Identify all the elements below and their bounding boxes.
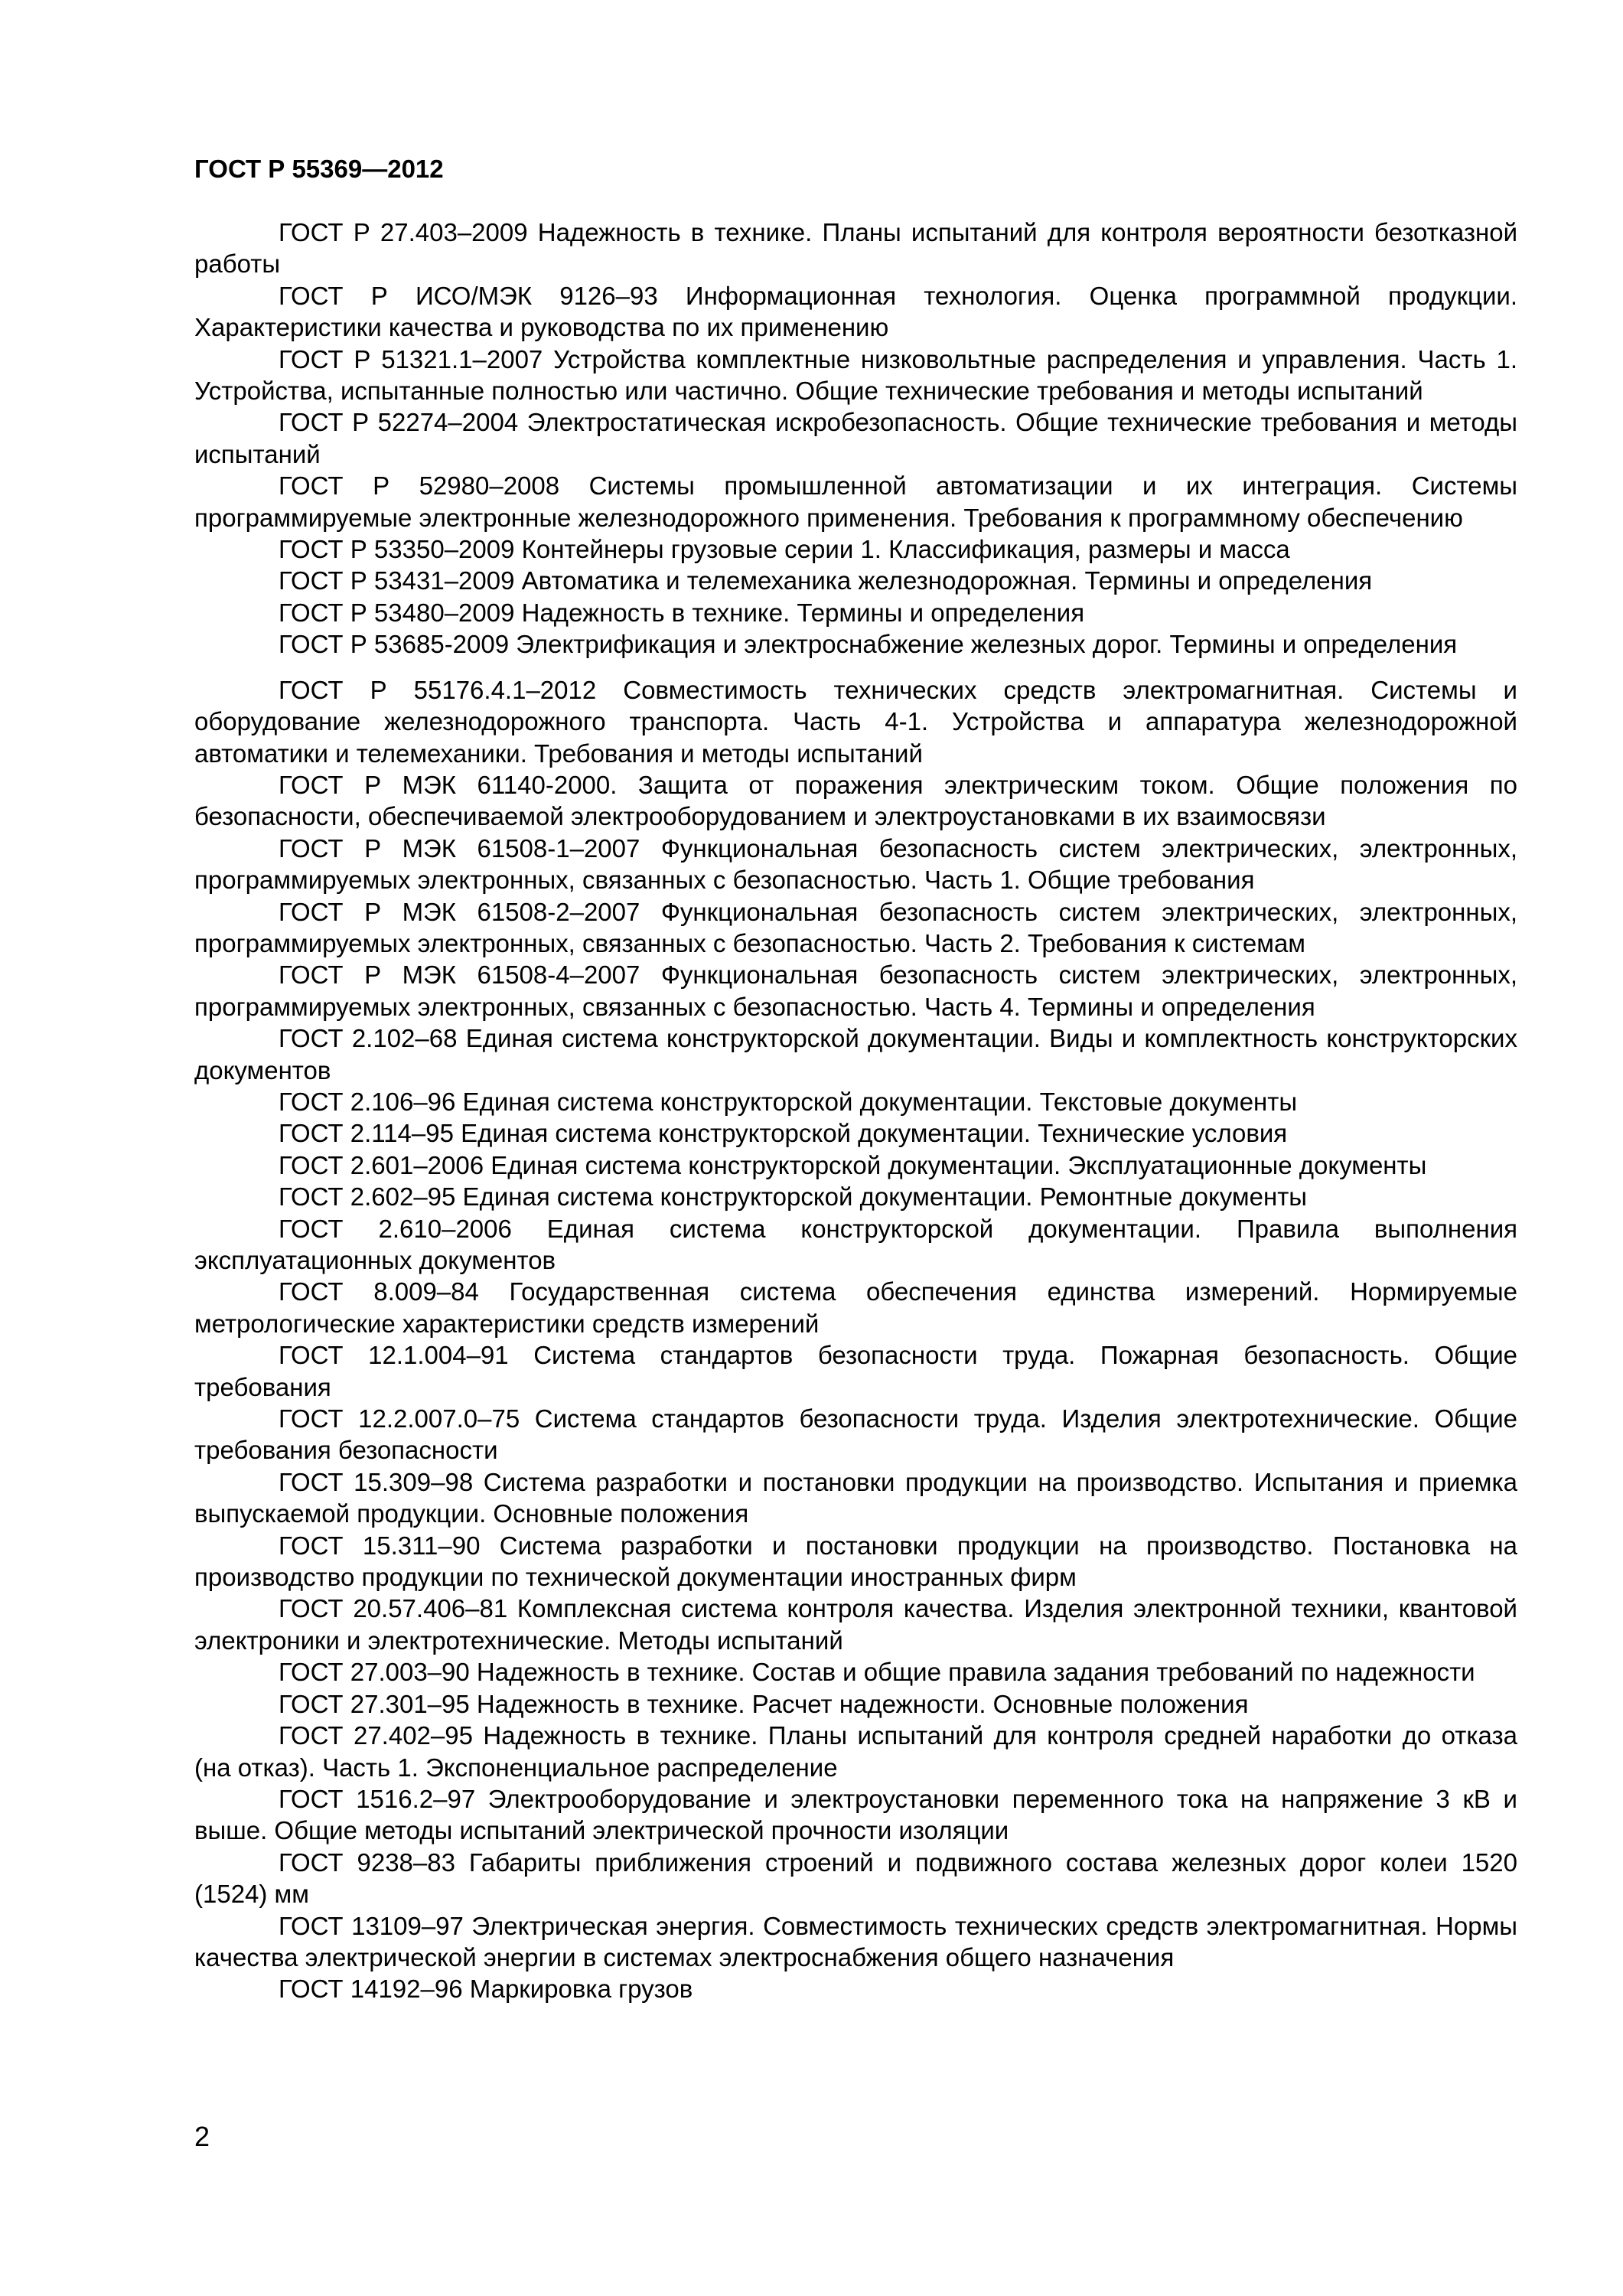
reference-item: ГОСТ Р МЭК 61508-1–2007 Функциональная безопасность систем электрических, электронных, программируемых электронных, связанных с безопасностью. Часть 1. Общие требования	[194, 833, 1517, 895]
reference-item: ГОСТ Р 27.403–2009 Надежность в технике. Планы испытаний для контроля вероятности безотказной работы	[194, 218, 1517, 279]
reference-item: ГОСТ 1516.2–97 Электрооборудование и электроустановки переменного тока на напряжение 3 кВ и выше. Общие методы испытаний электрической прочности изоляции	[194, 1784, 1517, 1845]
reference-item: ГОСТ 2.102–68 Единая система конструкторской документации. Виды и комплектность конструкторских документов	[194, 1024, 1517, 1084]
reference-item: ГОСТ Р 52980–2008 Системы промышленной автоматизации и их интеграция. Системы программируемые электронные железнодорожного применения. Требования к программному обеспечению	[194, 471, 1517, 532]
page-number: 2	[194, 2121, 210, 2152]
reference-item: ГОСТ 15.311–90 Система разработки и постановки продукции на производство. Постановка на производство продукции по технической документации иностранных фирм	[194, 1531, 1517, 1592]
reference-item: ГОСТ 13109–97 Электрическая энергия. Совместимость технических средств электромагнитная. Нормы качества электрической энергии в системах электроснабжения общего назначения	[194, 1911, 1517, 1971]
reference-item: ГОСТ Р 51321.1–2007 Устройства комплектные низковольтные распределения и управления. Часть 1. Устройства, испытанные полностью или частично. Общие технические требования и методы испытаний	[194, 344, 1517, 406]
document-header-title: ГОСТ Р 55369—2012	[194, 155, 444, 183]
normative-references-list	[194, 217, 1517, 2005]
reference-item: ГОСТ Р МЭК 61508-2–2007 Функциональная безопасность систем электрических, электронных, программируемых электронных, связанных с безопасностью. Часть 2. Требования к системам	[194, 897, 1517, 957]
reference-item: ГОСТ 12.1.004–91 Система стандартов безопасности труда. Пожарная безопасность. Общие требования	[194, 1341, 1517, 1401]
reference-item: ГОСТ 15.309–98 Система разработки и постановки продукции на производство. Испытания и приемка выпускаемой продукции. Основные положения	[194, 1467, 1517, 1528]
reference-item: ГОСТ 12.2.007.0–75 Система стандартов безопасности труда. Изделия электротехнические. Общие требования безопасности	[194, 1404, 1517, 1465]
reference-item: ГОСТ Р ИСО/МЭК 9126–93 Информационная технология. Оценка программной продукции. Характеристики качества и руководства по их применению	[194, 281, 1517, 342]
reference-item: ГОСТ 2.601–2006 Единая система конструкторской документации. Эксплуатационные документы	[279, 1150, 1427, 1179]
reference-item: ГОСТ Р 53480–2009 Надежность в технике. Термины и определения	[279, 598, 1085, 627]
reference-item: ГОСТ 2.610–2006 Единая система конструкторской документации. Правила выполнения эксплуатационных документов	[194, 1214, 1517, 1274]
reference-item: ГОСТ 27.301–95 Надежность в технике. Расчет надежности. Основные положения	[279, 1689, 1249, 1718]
reference-item: ГОСТ 2.602–95 Единая система конструкторской документации. Ремонтные документы	[279, 1182, 1308, 1212]
reference-item: ГОСТ Р 53685-2009 Электрификация и электроснабжение железных дорог. Термины и определения	[279, 630, 1458, 659]
reference-item: ГОСТ 2.106–96 Единая система конструкторской документации. Текстовые документы	[279, 1087, 1298, 1116]
reference-item: ГОСТ Р 53350–2009 Контейнеры грузовые серии 1. Классификация, размеры и масса	[279, 535, 1290, 564]
reference-item: ГОСТ Р МЭК 61140-2000. Защита от поражения электрическим током. Общие положения по безопасности, обеспечиваемой электрооборудованием и электроустановками в их взаимосвязи	[194, 770, 1517, 831]
reference-item: ГОСТ 27.003–90 Надежность в технике. Состав и общие правила задания требований по надежности	[279, 1658, 1475, 1687]
reference-item: ГОСТ Р 53431–2009 Автоматика и телемеханика железнодорожная. Термины и определения	[279, 566, 1373, 595]
reference-item: ГОСТ 2.114–95 Единая система конструкторской документации. Технические условия	[279, 1119, 1288, 1148]
reference-item: ГОСТ 9238–83 Габариты приближения строений и подвижного состава железных дорог колеи 1520 (1524) мм	[194, 1848, 1517, 1909]
reference-item: ГОСТ Р 55176.4.1–2012 Совместимость технических средств электромагнитная. Системы и оборудование железнодорожного транспорта. Часть 4-1. Устройства и аппаратура железнодорожной автоматики и телемеханики. Требования и методы испытаний	[194, 675, 1517, 768]
reference-item: ГОСТ 14192–96 Маркировка грузов	[279, 1975, 693, 2004]
reference-item: ГОСТ Р МЭК 61508-4–2007 Функциональная безопасность систем электрических, электронных, программируемых электронных, связанных с безопасностью. Часть 4. Термины и определения	[194, 960, 1517, 1021]
reference-item: ГОСТ 20.57.406–81 Комплексная система контроля качества. Изделия электронной техники, квантовой электроники и электротехнические. Методы испытаний	[194, 1594, 1517, 1655]
reference-item: ГОСТ Р 52274–2004 Электростатическая искробезопасность. Общие технические требования и методы испытаний	[194, 408, 1517, 468]
reference-item: ГОСТ 27.402–95 Надежность в технике. Планы испытаний для контроля средней наработки до отказа (на отказ). Часть 1. Экспоненциальное распределение	[194, 1721, 1517, 1782]
reference-item: ГОСТ 8.009–84 Государственная система обеспечения единства измерений. Нормируемые метрологические характеристики средств измерений	[194, 1277, 1517, 1338]
